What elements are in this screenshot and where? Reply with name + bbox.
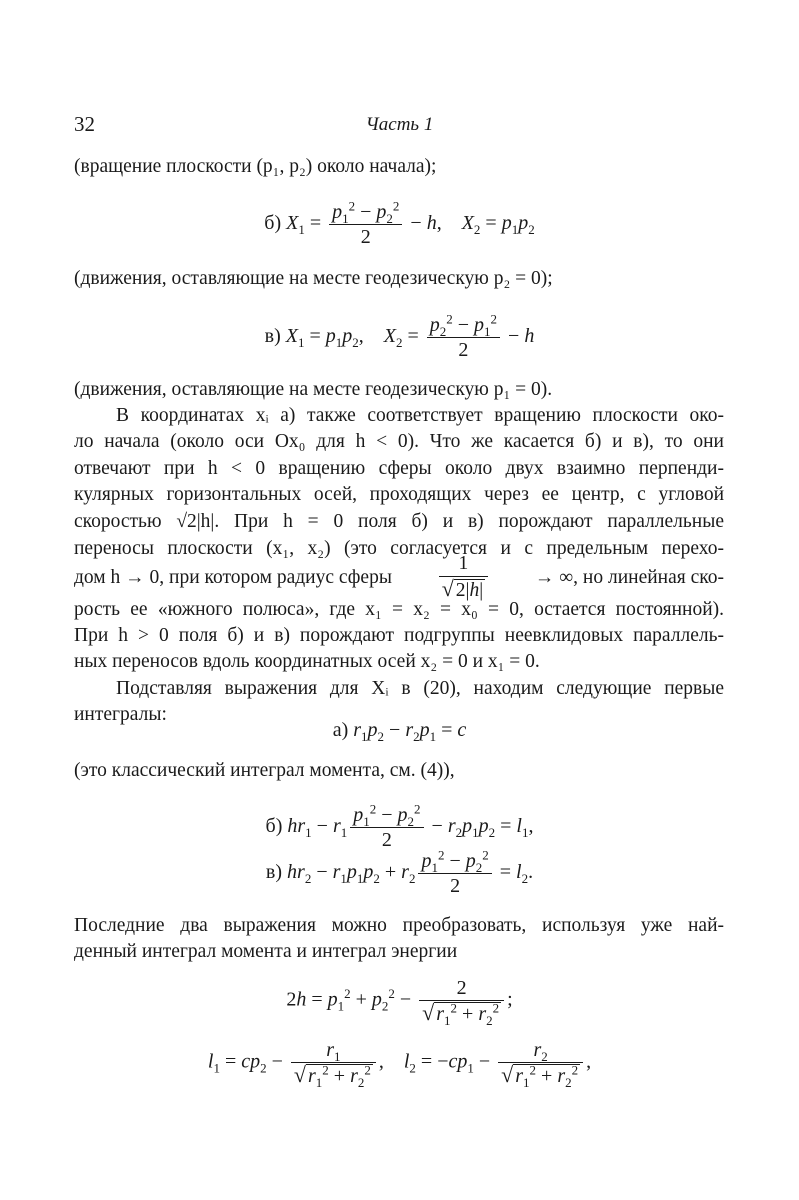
text-line: Последние два выражения можно преобразовать, используя уже най- xyxy=(74,915,724,936)
text-line: (это классический интеграл момента, см. (4)), xyxy=(74,760,455,781)
text-line: рость ее «южного полюса», где x₁ = x₂ = x₀ = 0, остается постоянной). xyxy=(74,599,724,620)
text-line: В координатах xᵢ а) также соответствует вращению плоскости око- xyxy=(116,405,724,426)
text-line: ло начала (около оси Ox₀ для h < 0). Что же касается б) и в), то они xyxy=(74,431,724,452)
text-line: (движения, оставляющие на месте геодезическую p₂ = 0); xyxy=(74,268,553,289)
text-line: скоростью √2|h|. При h = 0 поля б) и в) порождают параллельные xyxy=(74,511,724,532)
text-line: При h > 0 поля б) и в) порождают подгруппы неевклидовых параллель- xyxy=(74,625,724,646)
text-line: Подставляя выражения для Xᵢ в (20), находим следующие первые xyxy=(116,678,724,699)
formula-l1-l2: $l_1 = cp_2$ − $\frac{r_1}{√ r_1^2 + r_2^2}$ , $l_2 = -cp_1$ − $\frac{r_2}{√ r_1^2 + r_2^2}$ , xyxy=(207,1039,592,1090)
text-segment: → ∞, но линейная ско- xyxy=(534,567,724,588)
text-line: (движения, оставляющие на месте геодезическую p₁ = 0). xyxy=(74,379,553,400)
text-line: кулярных горизонтальных осей, проходящих через ее центр, с угловой xyxy=(74,484,724,505)
formula-a-integral: а) $r_1p_2 - r_2p_1 = c$ xyxy=(332,719,467,744)
text-line: денный интеграл момента и интеграл энергии xyxy=(74,941,458,962)
running-head: Часть 1 xyxy=(365,114,434,135)
text-line: переносы плоскости (x₁, x₂) (это согласуется и с предельным перехо- xyxy=(74,538,724,559)
formula-v-integral: в) $hr_2 - r_1p_1p_2 + r_2$ $\frac{p_1^2 - p_2^2}{2}$ = $l_2$. xyxy=(265,847,534,897)
page-number: 32 xyxy=(74,112,95,136)
formula-b-integral: б) $hr_1 - r_1$ $\frac{p_1^2 - p_2^2}{2}$ − $r_2p_1p_2 = l_1$, xyxy=(265,801,534,851)
formula-b-X: б) $X_1$ = $\frac{p_1^2 - p_2^2}{2}$ − h, $X_2 = p_1p_2$ xyxy=(264,198,535,248)
text-line: интегралы: xyxy=(74,704,167,725)
text-line: отвечают при h < 0 вращению сферы около двух взаимно перпенди- xyxy=(74,458,724,479)
text-line: ных переносов вдоль координатных осей x₂ = 0 и x₁ = 0. xyxy=(74,651,540,672)
formula-v-X: в) $X_1 = p_1p_2$, $X_2$ = $\frac{p_2^2 - p_1^2}{2}$ − h xyxy=(264,311,535,361)
text-segment: дом h → 0, при котором радиус сферы xyxy=(74,567,392,588)
formula-energy: $2h = p_1^2 + p_2^2$ − $\frac{2}{√ r_1^2 + r_2^2}$ ; xyxy=(286,977,513,1028)
text-line: (вращение плоскости (p₁, p₂) около начала); xyxy=(74,156,437,177)
radius-fraction: $\frac{1}{√ 2|h|}$ xyxy=(439,552,488,603)
